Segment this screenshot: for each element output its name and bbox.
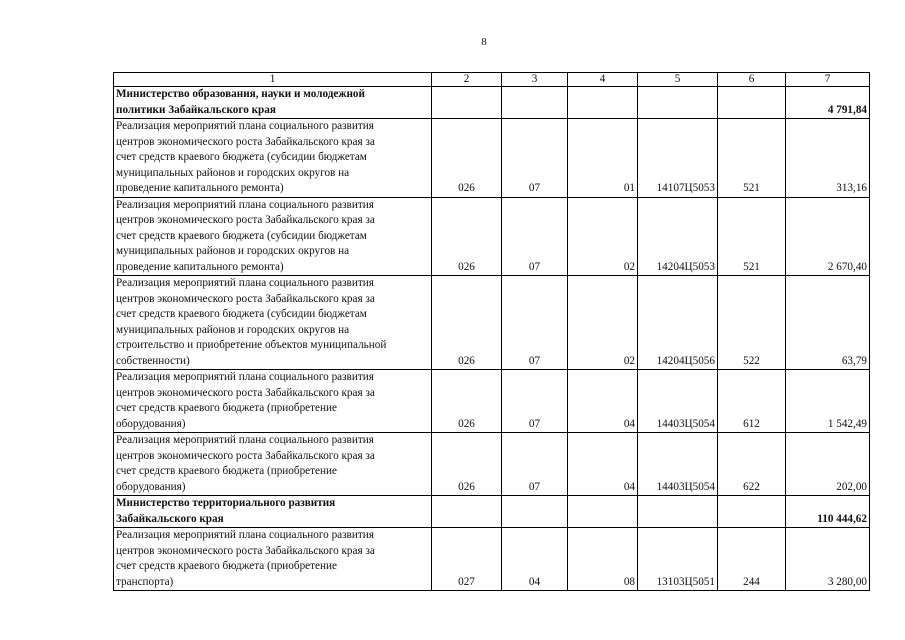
description-line: транспорта) bbox=[116, 575, 174, 588]
description-cell bbox=[114, 197, 432, 276]
department-code-cell: 026 bbox=[432, 197, 502, 276]
subsection-code-cell: 01 bbox=[568, 119, 638, 198]
description-line: центров экономического роста Забайкальского края за bbox=[116, 135, 375, 148]
description-line: центров экономического роста Забайкальского края за bbox=[116, 292, 375, 305]
department-code-cell: 026 bbox=[432, 433, 502, 496]
table-row bbox=[114, 119, 870, 198]
description-line: Реализация мероприятий плана социального развития bbox=[116, 529, 374, 541]
ministry-row bbox=[114, 87, 870, 119]
description-line: центров экономического роста Забайкальского края за bbox=[116, 214, 375, 226]
target-article-cell: 14403Ц5054 bbox=[638, 370, 718, 433]
description-line: центров экономического роста Забайкальского края за bbox=[116, 449, 375, 462]
amount-cell: 202,00 bbox=[786, 433, 870, 496]
department-code-cell: 027 bbox=[432, 528, 502, 591]
description-line: Реализация мероприятий плана социального развития bbox=[116, 434, 374, 446]
description-cell bbox=[114, 433, 432, 496]
header-row bbox=[114, 73, 870, 87]
header-cell: 2 bbox=[432, 73, 502, 87]
description-line: строительство и приобретение объектов муниципальной bbox=[116, 339, 387, 351]
table-row bbox=[114, 433, 870, 496]
target-article-cell: 14204Ц5053 bbox=[638, 197, 718, 276]
table-row bbox=[114, 370, 870, 433]
subsection-code-cell bbox=[568, 87, 638, 119]
description-line: Министерство образования, науки и молодежной bbox=[116, 88, 365, 100]
description-line: счет средств краевого бюджета (приобретение bbox=[116, 560, 337, 572]
amount-cell: 313,16 bbox=[786, 119, 870, 198]
table-row bbox=[114, 276, 870, 370]
description-line: Забайкальского края bbox=[116, 512, 224, 525]
ministry-row bbox=[114, 496, 870, 528]
description-line: счет средств краевого бюджета (субсидии бюджетам bbox=[116, 151, 367, 163]
expense-type-cell bbox=[718, 496, 786, 528]
amount-cell: 2 670,40 bbox=[786, 197, 870, 276]
target-article-cell: 14107Ц5053 bbox=[638, 119, 718, 198]
description-line: счет средств краевого бюджета (приобретение bbox=[116, 402, 337, 414]
section-code-cell bbox=[502, 87, 568, 119]
description-cell bbox=[114, 370, 432, 433]
amount-cell: 1 542,49 bbox=[786, 370, 870, 433]
budget-table bbox=[113, 72, 870, 591]
description-line: собственности) bbox=[116, 354, 190, 367]
header-cell: 3 bbox=[502, 73, 568, 87]
subsection-code-cell: 04 bbox=[568, 370, 638, 433]
description-line: центров экономического роста Забайкальского края за bbox=[116, 386, 375, 399]
description-line: политики Забайкальского края bbox=[116, 103, 276, 116]
description-line: оборудования) bbox=[116, 417, 186, 430]
table-row bbox=[114, 528, 870, 591]
table-row bbox=[114, 197, 870, 276]
description-line: счет средств краевого бюджета (приобретение bbox=[116, 465, 337, 477]
page-number: 8 bbox=[481, 36, 487, 48]
department-code-cell bbox=[432, 87, 502, 119]
section-code-cell: 07 bbox=[502, 433, 568, 496]
description-line: муниципальных районов и городских округов на bbox=[116, 166, 350, 179]
subsection-code-cell: 04 bbox=[568, 433, 638, 496]
target-article-cell: 13103Ц5051 bbox=[638, 528, 718, 591]
description-cell bbox=[114, 87, 432, 119]
subsection-code-cell bbox=[568, 496, 638, 528]
target-article-cell bbox=[638, 496, 718, 528]
department-code-cell: 026 bbox=[432, 119, 502, 198]
header-cell: 7 bbox=[786, 73, 870, 87]
description-line: Реализация мероприятий плана социального развития bbox=[116, 371, 374, 383]
target-article-cell: 14204Ц5056 bbox=[638, 276, 718, 370]
section-code-cell: 07 bbox=[502, 370, 568, 433]
description-line: Реализация мероприятий плана социального развития bbox=[116, 277, 374, 289]
amount-cell: 3 280,00 bbox=[786, 528, 870, 591]
description-line: счет средств краевого бюджета (субсидии бюджетам bbox=[116, 308, 367, 320]
section-code-cell: 07 bbox=[502, 119, 568, 198]
expense-type-cell: 522 bbox=[718, 276, 786, 370]
section-code-cell: 04 bbox=[502, 528, 568, 591]
target-article-cell bbox=[638, 87, 718, 119]
description-cell bbox=[114, 528, 432, 591]
expense-type-cell bbox=[718, 87, 786, 119]
subsection-code-cell: 02 bbox=[568, 276, 638, 370]
description-line: муниципальных районов и городских округов на bbox=[116, 323, 350, 336]
target-article-cell: 14403Ц5054 bbox=[638, 433, 718, 496]
description-line: муниципальных районов и городских округов на bbox=[116, 245, 350, 257]
description-cell bbox=[114, 276, 432, 370]
department-code-cell bbox=[432, 496, 502, 528]
description-line: Реализация мероприятий плана социального развития bbox=[116, 120, 374, 132]
expense-type-cell: 521 bbox=[718, 197, 786, 276]
description-cell bbox=[114, 496, 432, 528]
department-code-cell: 026 bbox=[432, 370, 502, 433]
description-line: Реализация мероприятий плана социального развития bbox=[116, 198, 374, 211]
section-code-cell bbox=[502, 496, 568, 528]
expense-type-cell: 244 bbox=[718, 528, 786, 591]
description-line: проведение капитального ремонта) bbox=[116, 182, 284, 194]
expense-type-cell: 612 bbox=[718, 370, 786, 433]
description-line: счет средств краевого бюджета (субсидии бюджетам bbox=[116, 229, 367, 242]
header-cell: 1 bbox=[114, 73, 432, 87]
description-line: оборудования) bbox=[116, 480, 186, 493]
description-cell bbox=[114, 119, 432, 198]
section-code-cell: 07 bbox=[502, 197, 568, 276]
amount-cell: 110 444,62 bbox=[786, 496, 870, 528]
description-line: Министерство территориального развития bbox=[116, 497, 336, 509]
subsection-code-cell: 02 bbox=[568, 197, 638, 276]
description-line: проведение капитального ремонта) bbox=[116, 260, 284, 273]
description-line: центров экономического роста Забайкальского края за bbox=[116, 544, 375, 557]
expense-type-cell: 521 bbox=[718, 119, 786, 198]
section-code-cell: 07 bbox=[502, 276, 568, 370]
expense-type-cell: 622 bbox=[718, 433, 786, 496]
header-cell: 5 bbox=[638, 73, 718, 87]
header-cell: 4 bbox=[568, 73, 638, 87]
amount-cell: 4 791,84 bbox=[786, 87, 870, 119]
header-cell: 6 bbox=[718, 73, 786, 87]
department-code-cell: 026 bbox=[432, 276, 502, 370]
subsection-code-cell: 08 bbox=[568, 528, 638, 591]
amount-cell: 63,79 bbox=[786, 276, 870, 370]
